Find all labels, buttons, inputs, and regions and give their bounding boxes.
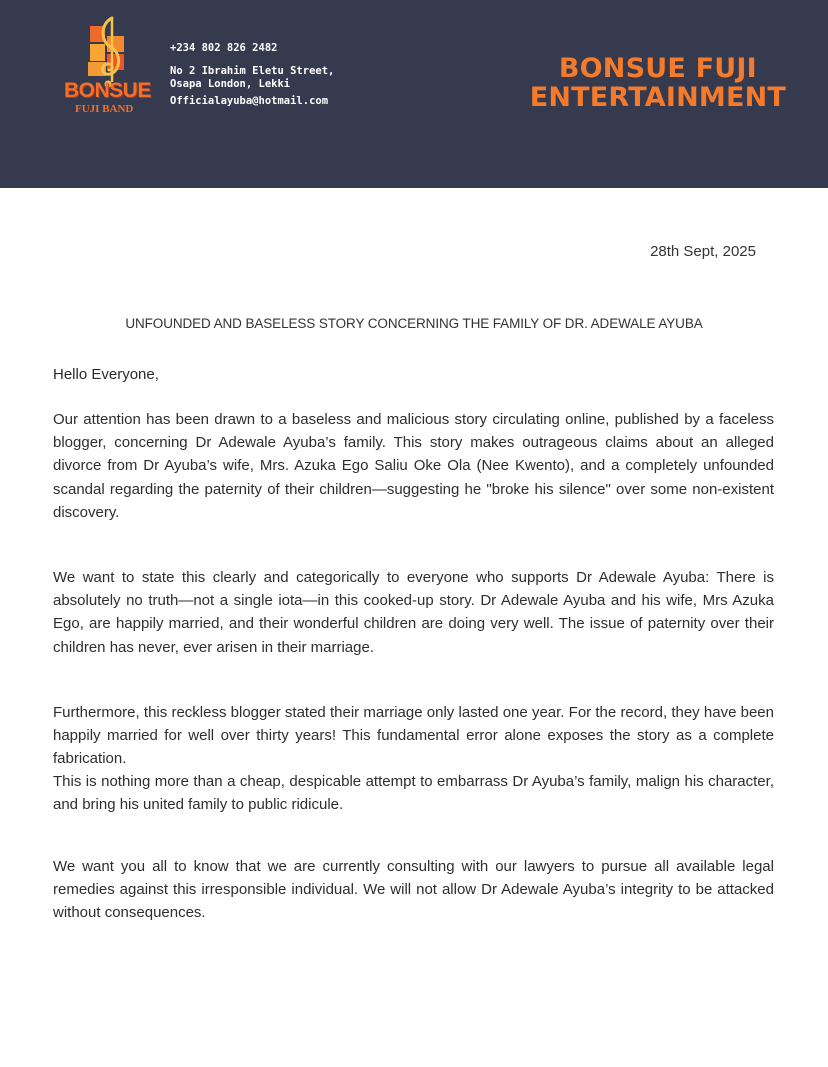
contact-block xyxy=(170,42,334,108)
contact-phone: +234 802 826 2482 xyxy=(170,42,278,54)
letter-paragraph-4: This is nothing more than a cheap, despicable attempt to embarrass Dr Ayuba’s family, malign his character, and bring his united family to public ridicule. xyxy=(53,773,774,814)
contact-address-line2: Osapa London, Lekki xyxy=(170,78,291,90)
logo-subtitle: FUJI BAND xyxy=(75,103,134,115)
letter-paragraph-2: We want to state this clearly and categorically to everyone who supports Dr Adewale Ayuba: There is absolutely no truth—not a single iota—in this cooked-up story. Dr Adewale Ayuba and his wife, Mrs Azuka Ego, are happily married, and their wonderful children are doing very well. The issue of paternity over their children has never, ever arisen in their marriage. xyxy=(53,569,774,656)
contact-email: Officialayuba@hotmail.com xyxy=(170,95,329,107)
company-name xyxy=(530,54,786,112)
letterhead-banner xyxy=(0,0,828,188)
company-name-line1: BONSUE FUJI xyxy=(558,53,757,84)
logo-wordmark: BONSUE xyxy=(64,79,151,102)
letter-greeting: Hello Everyone, xyxy=(53,366,159,383)
company-name-line2: ENTERTAINMENT xyxy=(529,82,786,113)
letter-paragraph-3: Furthermore, this reckless blogger stated their marriage only lasted one year. For the record, they have been happily married for well over thirty years! This fundamental error alone exposes the story as a complete fabrication. xyxy=(53,704,774,768)
letter-date: 28th Sept, 2025 xyxy=(650,243,756,260)
letter-subject: UNFOUNDED AND BASELESS STORY CONCERNING THE FAMILY OF DR. ADEWALE AYUBA xyxy=(125,316,703,331)
letter-paragraph-1: Our attention has been drawn to a baseless and malicious story circulating online, published by a faceless blogger, concerning Dr Adewale Ayuba’s family. This story makes outrageous claims about an alleged divorce from Dr Ayuba’s wife, Mrs. Azuka Ego Saliu Oke Ola (Nee Kwento), and a completely unfounded scandal regarding the paternity of their children—suggesting he "broke his silence" over some non-existent discovery. xyxy=(53,411,774,521)
letter-paragraph-5: We want you all to know that we are currently consulting with our lawyers to pursue all available legal remedies against this irresponsible individual. We will not allow Dr Adewale Ayuba’s integrity to be attacked without consequences. xyxy=(53,858,774,922)
contact-address-line1: No 2 Ibrahim Eletu Street, xyxy=(170,65,335,77)
